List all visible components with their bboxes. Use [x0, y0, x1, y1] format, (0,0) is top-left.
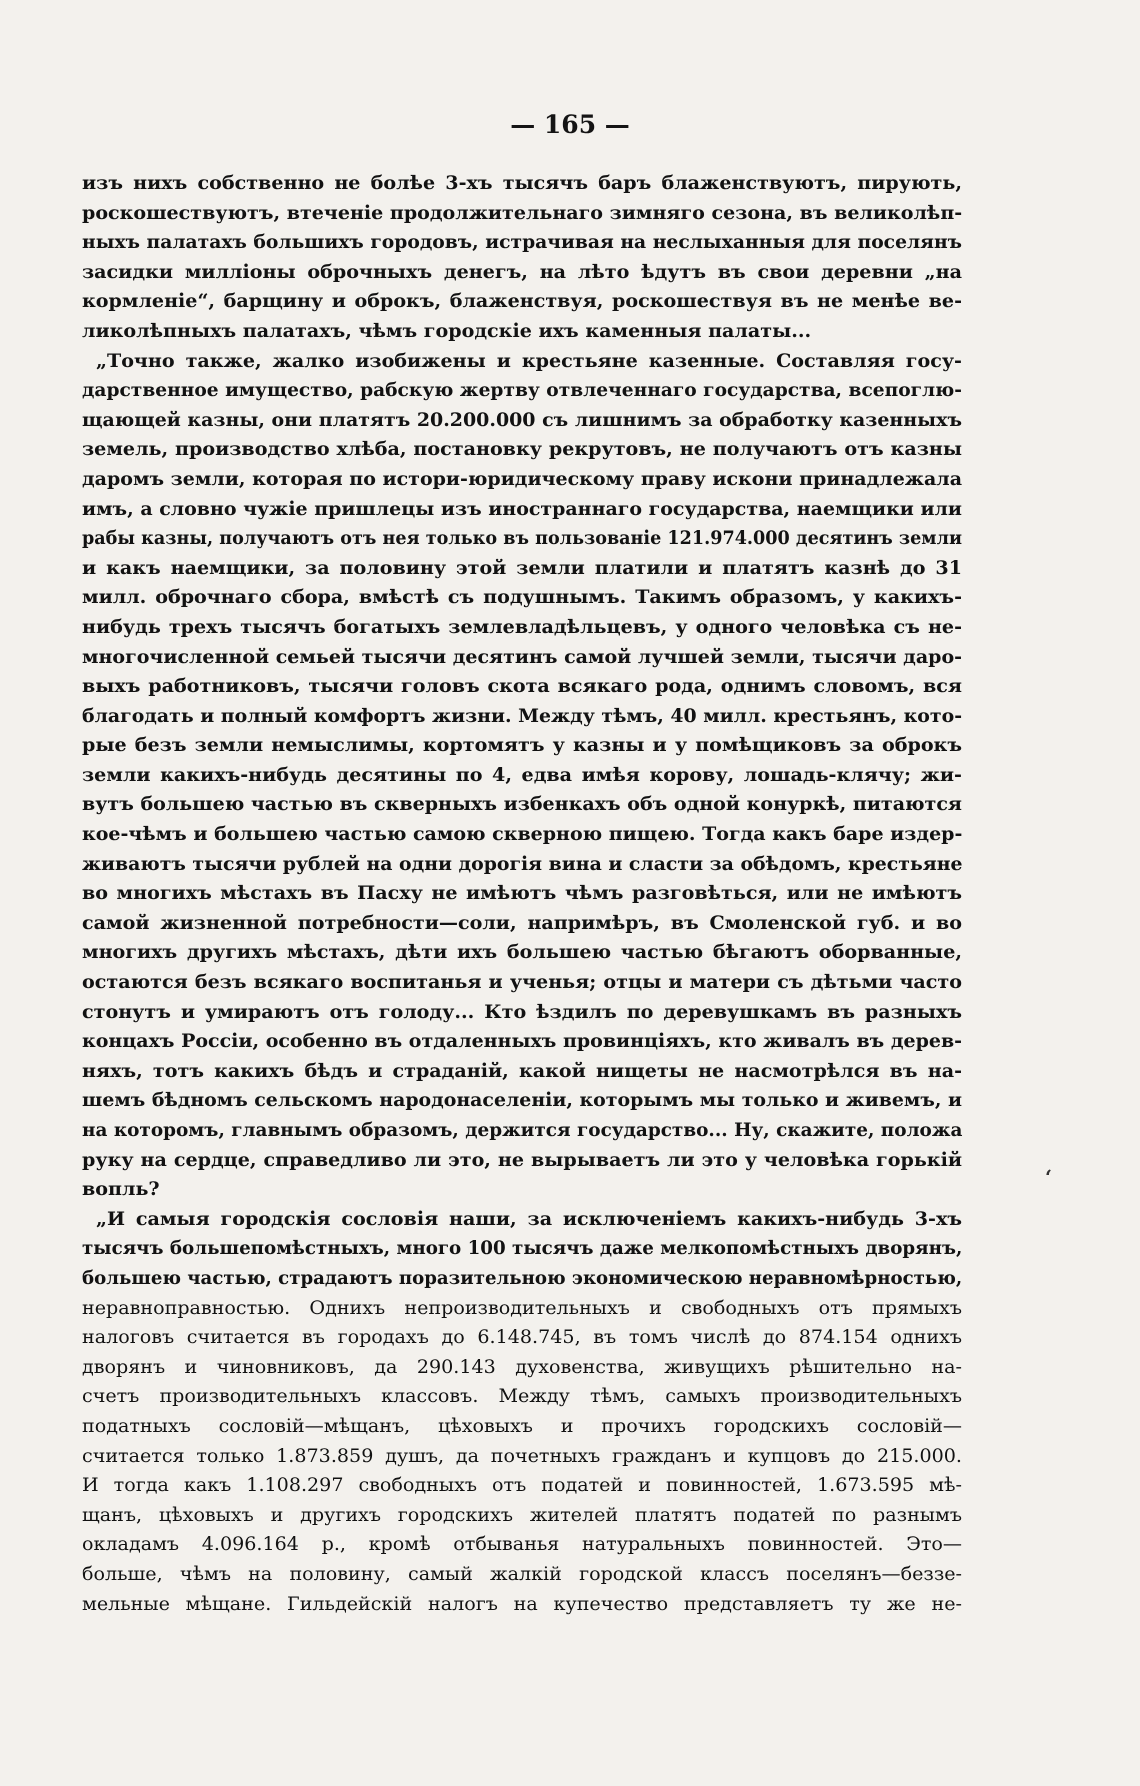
margin-mark: ʻ [1045, 1165, 1052, 1189]
body-text [82, 168, 962, 1618]
text-line: окладамъ 4.096.164 р., кромѣ отбыванья натуральныхъ повинностей. Это— [82, 1532, 962, 1556]
text-line: щающей казны, они платятъ 20.200.000 съ лишнимъ за обработку казенныхъ [82, 407, 962, 431]
text-line: благодать и полный комфортъ жизни. Между тѣмъ, 40 милл. крестьянъ, кото- [82, 703, 963, 727]
text-line: нибудь трехъ тысячъ богатыхъ землевладѣльцевъ, у одного человѣка съ не- [82, 614, 962, 638]
page-number: — 165 — [510, 110, 630, 139]
text-line: земли какихъ-нибудь десятины по 4, едва имѣя корову, лошадь-клячу; жи- [82, 762, 962, 786]
text-line: стонутъ и умираютъ отъ голоду... Кто ѣздилъ по деревушкамъ въ разныхъ [82, 999, 962, 1023]
text-line: податныхъ сословій—мѣщанъ, цѣховыхъ и прочихъ городскихъ сословій— [82, 1413, 962, 1437]
text-line: „И самыя городскія сословія наши, за исключеніемъ какихъ-нибудь 3-хъ [96, 1206, 962, 1230]
text-line: засидки милліоны оброчныхъ денегъ, на лѣто ѣдутъ въ свои деревни „на [82, 259, 962, 283]
text-line: земель, производство хлѣба, постановку рекрутовъ, не получаютъ отъ казны [82, 437, 962, 461]
text-line: имъ, а словно чужіе пришлецы изъ иностраннаго государства, наемщики или [82, 496, 962, 520]
text-line: многихъ другихъ мѣстахъ, дѣти ихъ большею частью бѣгаютъ оборванные, [82, 940, 962, 964]
text-line: „Точно также, жалко изобижены и крестьяне казенные. Составляя госу- [96, 348, 962, 372]
text-line: и какъ наемщики, за половину этой земли платили и платятъ казнѣ до 31 [82, 555, 962, 579]
text-line: выхъ работниковъ, тысячи головъ скота всякаго рода, однимъ словомъ, вся [82, 674, 962, 698]
text-line: тысячъ большепомѣстныхъ, много 100 тысячъ даже мелкопомѣстныхъ дворянъ, [82, 1236, 963, 1260]
text-line: шемъ бѣдномъ сельскомъ народонаселеніи, которымъ мы только и живемъ, и [82, 1088, 963, 1112]
text-line: счетъ производительныхъ классовъ. Между тѣмъ, самыхъ производительныхъ [82, 1384, 962, 1408]
text-line: щанъ, цѣховыхъ и другихъ городскихъ жителей платятъ податей по разнымъ [82, 1502, 962, 1526]
text-line: кормленіе“, барщину и оброкъ, блаженствуя, роскошествуя въ не менѣе ве- [82, 289, 962, 313]
text-line: даромъ земли, которая по истори-юридическому праву искони принадлежала [82, 466, 963, 490]
text-line: И тогда какъ 1.108.297 свободныхъ отъ податей и повинностей, 1.673.595 мѣ- [82, 1473, 962, 1497]
text-line: рабы казны, получаютъ отъ нея только въ пользованіе 121.974.000 десятинъ земли [82, 526, 962, 550]
text-line: больше, чѣмъ на половину, самый жалкій городской классъ поселянъ—беззе- [82, 1561, 962, 1585]
text-line: дарственное имущество, рабскую жертву отвлеченнаго государства, всепоглю- [82, 378, 962, 402]
text-line: неравноправностью. Однихъ непроизводительныхъ и свободныхъ отъ прямыхъ [82, 1295, 962, 1319]
text-line: милл. оброчнаго сбора, вмѣстѣ съ подушнымъ. Такимъ образомъ, у какихъ- [82, 585, 962, 609]
text-line: роскошествуютъ, втеченіе продолжительнаго зимняго сезона, въ великолѣп- [82, 200, 963, 224]
text-line: няхъ, тотъ какихъ бѣдъ и страданій, какой нищеты не насмотрѣлся въ на- [82, 1058, 962, 1082]
text-line: многочисленной семьей тысячи десятинъ самой лучшей земли, тысячи даро- [82, 644, 963, 668]
text-line: дворянъ и чиновниковъ, да 290.143 духовенства, живущихъ рѣшительно на- [82, 1354, 962, 1378]
text-line: вопль? [82, 1177, 160, 1201]
text-line: мельные мѣщане. Гильдейскій налогъ на купечество представляетъ ту же не- [82, 1591, 962, 1615]
text-line: концахъ Россіи, особенно въ отдаленныхъ провинціяхъ, кто живалъ въ дерев- [82, 1029, 963, 1053]
text-line: руку на сердце, справедливо ли это, не вырываетъ ли это у человѣка горькій [82, 1147, 962, 1171]
text-line: самой жизненной потребности—соли, напримѣръ, въ Смоленской губ. и во [82, 910, 962, 934]
text-line: остаются безъ всякаго воспитанья и ученья; отцы и матери съ дѣтьми часто [82, 970, 962, 994]
text-line: во многихъ мѣстахъ въ Пасху не имѣютъ чѣмъ разговѣться, или не имѣютъ [82, 881, 962, 905]
text-line: живаютъ тысячи рублей на одни дорогія вина и сласти за обѣдомъ, крестьяне [82, 851, 963, 875]
text-line: на которомъ, главнымъ образомъ, держится государство... Ну, скажите, положа [82, 1118, 963, 1141]
text-line: налоговъ считается въ городахъ до 6.148.745, въ томъ числѣ до 874.154 однихъ [82, 1325, 962, 1349]
text-line: считается только 1.873.859 душъ, да почетныхъ гражданъ и купцовъ до 215.000. [82, 1443, 962, 1467]
text-line: рые безъ земли немыслимы, кортомятъ у казны и у помѣщиковъ за оброкъ [82, 733, 962, 757]
text-line: ныхъ палатахъ большихъ городовъ, истрачивая на неслыханныя для поселянъ [82, 230, 963, 254]
text-line: вутъ большею частью въ скверныхъ избенкахъ объ одной конуркѣ, питаются [82, 792, 962, 816]
text-line: изъ нихъ собственно не болѣе 3-хъ тысячъ баръ блаженствуютъ, пирують, [82, 171, 962, 194]
text-line: кое-чѣмъ и большею частью самою скверною пищею. Тогда какъ баре издер- [82, 822, 963, 846]
text-line: ликолѣпныхъ палатахъ, чѣмъ городскіе ихъ каменныя палаты... [82, 318, 812, 342]
text-line: большею частью, страдаютъ поразительною экономическою неравномѣрностью, [82, 1265, 963, 1289]
